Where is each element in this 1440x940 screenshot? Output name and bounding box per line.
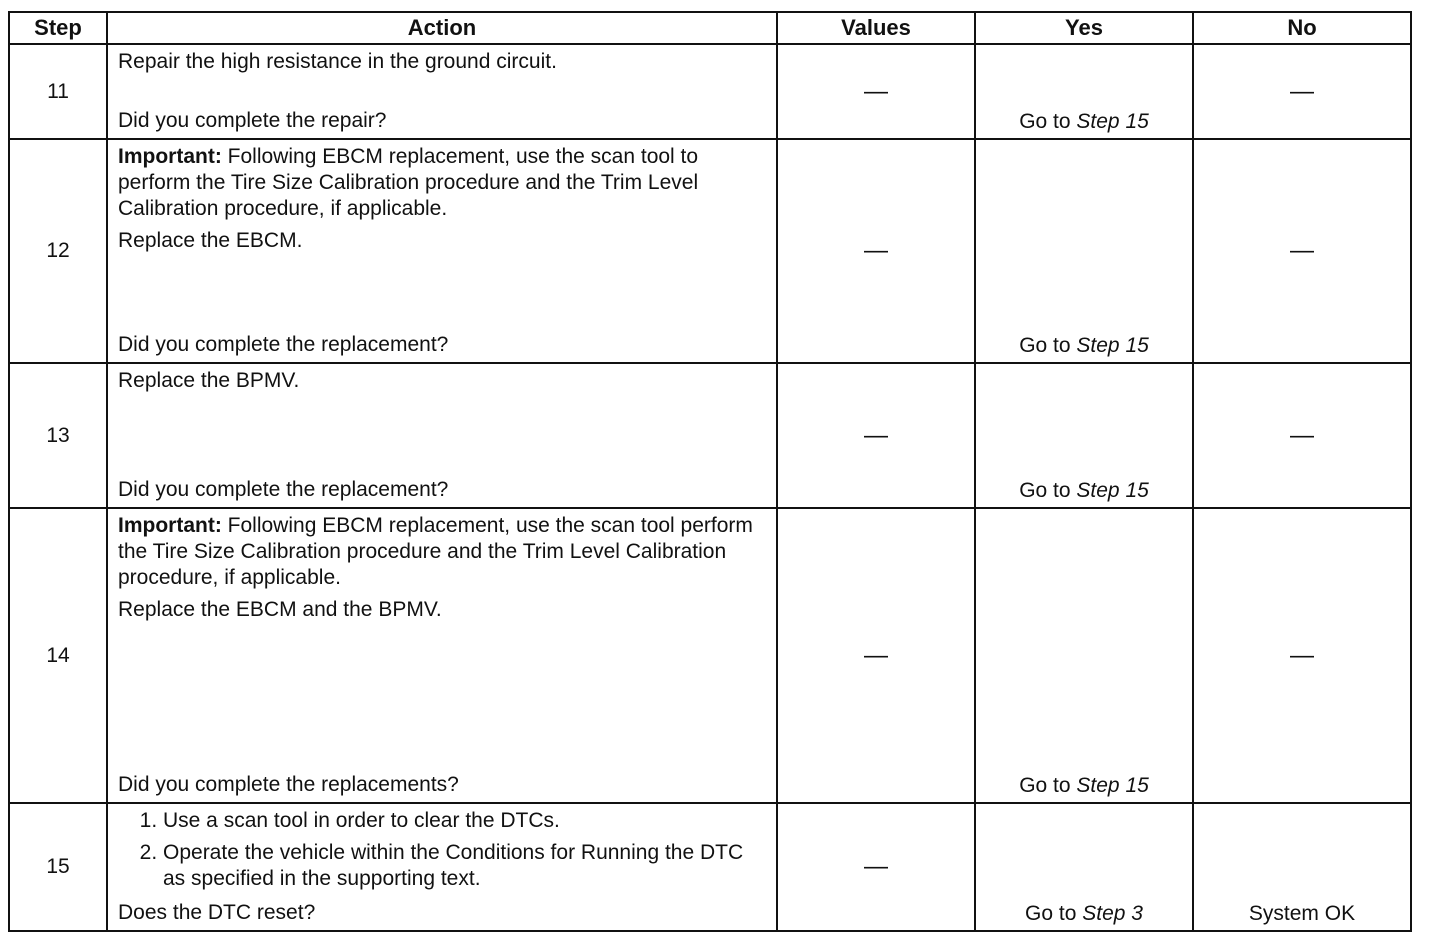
action-cell bbox=[107, 44, 777, 139]
no-cell: — bbox=[1193, 508, 1411, 803]
yes-cell bbox=[975, 363, 1193, 508]
yes-cell bbox=[975, 44, 1193, 139]
yes-step-link: Step 15 bbox=[1076, 110, 1149, 133]
yes-prefix: Go to bbox=[1019, 479, 1071, 502]
important-note bbox=[118, 513, 766, 591]
important-note bbox=[118, 144, 766, 222]
action-cell bbox=[107, 508, 777, 803]
yes-prefix: Go to bbox=[1019, 334, 1071, 357]
values-cell: — bbox=[777, 139, 975, 363]
table-row bbox=[9, 139, 1411, 363]
action-cell bbox=[107, 803, 777, 931]
action-text: Repair the high resistance in the ground circuit. bbox=[118, 50, 557, 73]
action-text: Replace the EBCM and the BPMV. bbox=[118, 598, 442, 621]
values-cell: — bbox=[777, 44, 975, 139]
header-action: Action bbox=[107, 12, 777, 44]
list-item: 2. Operate the vehicle within the Conditions for Running the DTC as specified in the supporting text. bbox=[163, 840, 766, 892]
important-text: Following EBCM replacement, use the scan tool to perform the Tire Size Calibration procedure and the Trim Level Calibration procedure, if applicable. bbox=[118, 145, 699, 220]
diagnostic-table bbox=[8, 11, 1412, 932]
action-question: Did you complete the replacement? bbox=[118, 333, 449, 356]
step-number: 12 bbox=[9, 139, 107, 363]
values-cell: — bbox=[777, 363, 975, 508]
yes-cell bbox=[975, 139, 1193, 363]
important-text: Following EBCM replacement, use the scan tool perform the Tire Size Calibration procedure and the Trim Level Calibration procedure, if applicable. bbox=[118, 514, 753, 589]
action-question: Does the DTC reset? bbox=[118, 901, 316, 924]
action-cell bbox=[107, 363, 777, 508]
no-cell: — bbox=[1193, 363, 1411, 508]
step-number: 13 bbox=[9, 363, 107, 508]
header-values: Values bbox=[777, 12, 975, 44]
values-cell: — bbox=[777, 803, 975, 931]
yes-step-link: Step 15 bbox=[1076, 479, 1149, 502]
table-row bbox=[9, 508, 1411, 803]
values-cell: — bbox=[777, 508, 975, 803]
step-number: 11 bbox=[9, 44, 107, 139]
action-text: Replace the BPMV. bbox=[118, 369, 300, 392]
yes-step-link: Step 3 bbox=[1082, 902, 1143, 925]
action-text: Replace the EBCM. bbox=[118, 229, 303, 252]
header-row bbox=[9, 12, 1411, 44]
yes-cell bbox=[975, 803, 1193, 931]
action-question: Did you complete the replacement? bbox=[118, 478, 449, 501]
step-number: 15 bbox=[9, 803, 107, 931]
yes-step-link: Step 15 bbox=[1076, 774, 1149, 797]
yes-prefix: Go to bbox=[1019, 110, 1071, 133]
action-cell bbox=[107, 139, 777, 363]
yes-step-link: Step 15 bbox=[1076, 334, 1149, 357]
action-question: Did you complete the repair? bbox=[118, 109, 387, 132]
header-no: No bbox=[1193, 12, 1411, 44]
header-yes: Yes bbox=[975, 12, 1193, 44]
table-row bbox=[9, 44, 1411, 139]
yes-prefix: Go to bbox=[1019, 774, 1071, 797]
yes-cell bbox=[975, 508, 1193, 803]
header-step: Step bbox=[9, 12, 107, 44]
action-question: Did you complete the replacements? bbox=[118, 773, 459, 796]
yes-prefix: Go to bbox=[1025, 902, 1077, 925]
step-number: 14 bbox=[9, 508, 107, 803]
procedure-list bbox=[118, 808, 766, 898]
table-row bbox=[9, 803, 1411, 931]
table-row bbox=[9, 363, 1411, 508]
important-label: Important: bbox=[118, 145, 222, 168]
important-label: Important: bbox=[118, 514, 222, 537]
no-cell: — bbox=[1193, 44, 1411, 139]
list-item: 1. Use a scan tool in order to clear the DTCs. bbox=[163, 808, 766, 834]
no-cell: — bbox=[1193, 139, 1411, 363]
no-cell: System OK bbox=[1193, 803, 1411, 931]
